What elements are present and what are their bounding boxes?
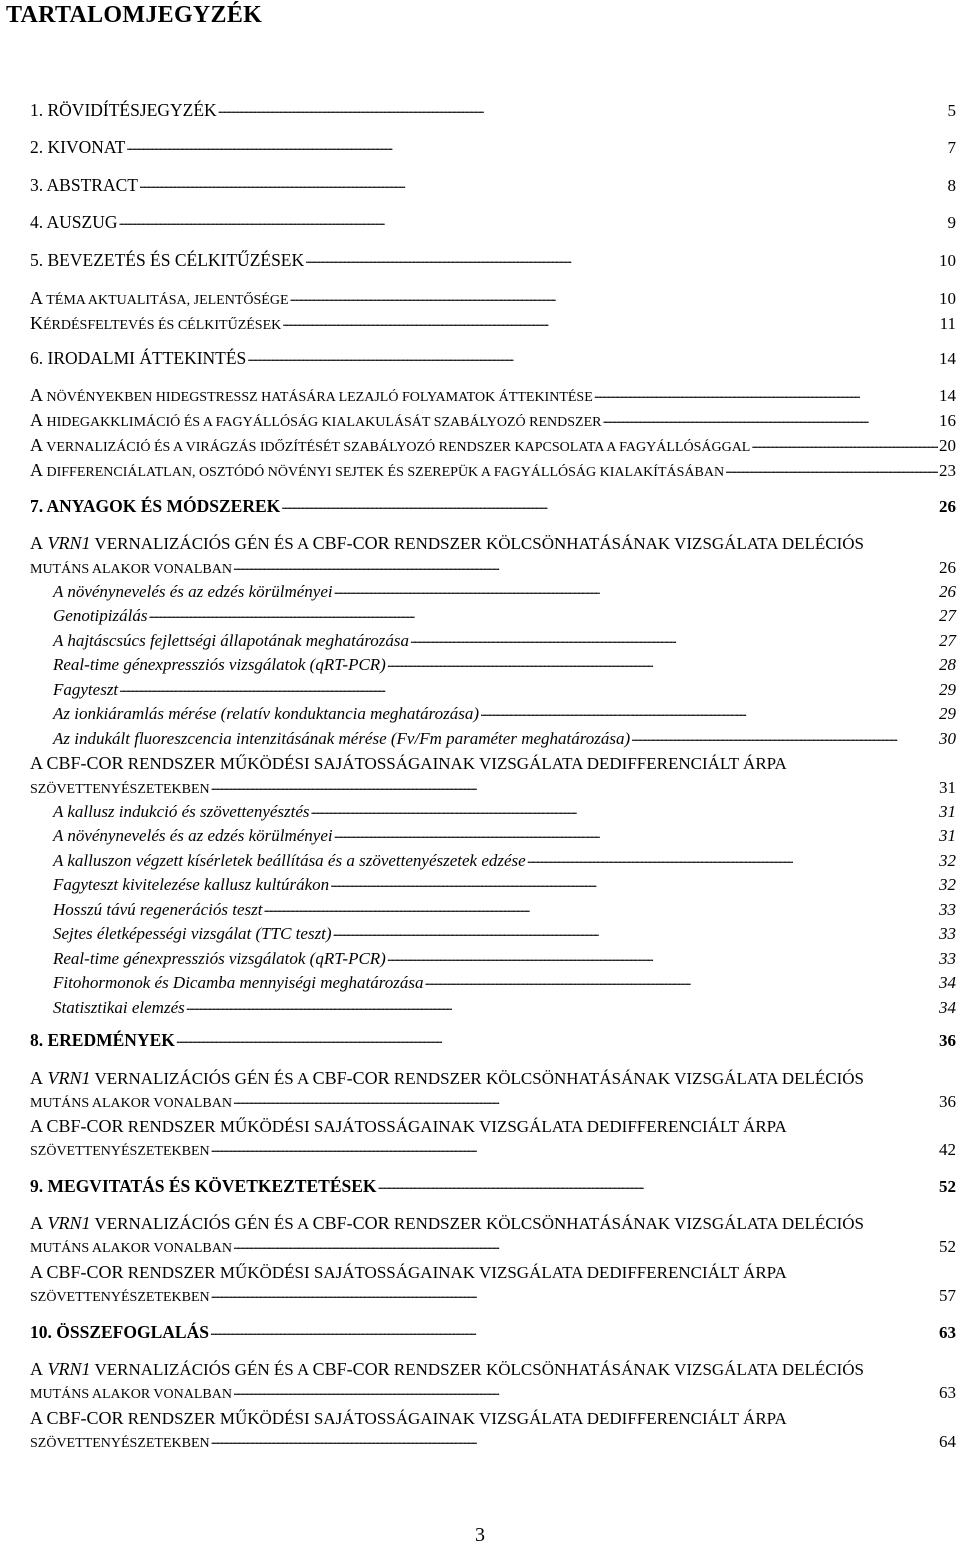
toc-page-number: 26 (939, 558, 956, 577)
toc-page-number: 31 (939, 778, 956, 797)
dot-leader (527, 852, 938, 866)
toc-page-number: 57 (939, 1286, 956, 1305)
entry-text-rest: DIFFERENCIÁLATLAN, OSZTÓDÓ NÖVÉNYI SEJTEK ÉS SZEREPÜK A FAGYÁLLÓSÁG KIALAKÍTÁSÁBAN (43, 465, 725, 480)
dot-leader (211, 779, 938, 793)
toc-entry-title: A hajtáscsúcs fejlettségi állapotának meghatározása (53, 631, 410, 650)
entry-text-mid: VERNALIZÁCIÓS GÉN ÉS A (90, 534, 313, 553)
toc-page-number: 31 (939, 802, 956, 821)
toc-entry-title: Statisztikai elemzés (53, 998, 185, 1017)
toc-entry[interactable] (30, 410, 956, 433)
dot-leader (725, 462, 938, 476)
toc-entry-heading-line (30, 1116, 787, 1137)
toc-page-number: 16 (939, 411, 956, 430)
toc-entry[interactable] (30, 1140, 956, 1162)
toc-entry-title: MUTÁNS ALAKOR VONALBAN (30, 1241, 232, 1256)
toc-entry-title: A növénynevelés és az edzés körülményei (53, 826, 333, 845)
toc-entry[interactable] (53, 606, 956, 626)
toc-entry[interactable] (53, 631, 956, 651)
toc-entry[interactable] (30, 1092, 956, 1114)
dot-leader (282, 315, 938, 329)
dot-leader (751, 437, 938, 451)
toc-entry-title: Real-time génexpressziós vizsgálatok (qRT-PCR) (53, 949, 386, 968)
toc-entry-title: Fagyteszt kivitelezése kallusz kultúrákon (53, 875, 330, 894)
toc-entry-title: MUTÁNS ALAKOR VONALBAN (30, 1096, 232, 1111)
toc-page-number: 26 (939, 582, 956, 601)
system-name: CBF-COR (46, 1116, 124, 1136)
dot-leader (211, 1287, 938, 1301)
entry-text-rest: TÉMA AKTUALITÁSA, JELENTŐSÉGE (43, 293, 289, 308)
toc-page-number: 34 (939, 973, 956, 992)
toc-page-number: 63 (939, 1323, 956, 1342)
entry-initial: K (30, 313, 43, 333)
entry-initial: A (30, 410, 43, 430)
toc-page-number: 36 (939, 1092, 956, 1111)
toc-page-number: 52 (939, 1177, 956, 1196)
toc-entry-title: A kallusz indukció és szövettenyésztés (53, 802, 310, 821)
toc-entry-title: 4. AUSZUG (30, 212, 118, 232)
toc-page-number: 10 (939, 289, 956, 308)
toc-page-number: 20 (939, 436, 956, 455)
toc-entry[interactable] (53, 680, 956, 700)
toc-page-number: 26 (939, 497, 956, 516)
gene-name-text: VRN1 (47, 533, 91, 553)
toc-entry-heading-line (30, 753, 787, 774)
toc-entry[interactable] (30, 348, 956, 369)
dot-leader (305, 252, 938, 266)
toc-page-number: 14 (939, 349, 956, 368)
toc-page-number: 32 (939, 875, 956, 894)
toc-entry-heading-line (30, 1213, 864, 1234)
entry-text-rest: HIDEGAKKLIMÁCIÓ ÉS A FAGYÁLLÓSÁG KIALAKULÁSÁT SZABÁLYOZÓ RENDSZER (43, 415, 602, 430)
entry-initial: A (30, 460, 43, 480)
system-name: CBF-COR (46, 1408, 124, 1428)
toc-page-number: 27 (939, 631, 956, 650)
toc-entry-title: SZÖVETTENYÉSZETEKBEN (30, 1144, 210, 1159)
dot-leader (233, 1384, 938, 1398)
toc-entry[interactable] (53, 729, 956, 749)
toc-entry-title (30, 288, 289, 311)
entry-text-rest: RENDSZER KÖLCSÖNHATÁSÁNAK VIZSGÁLATA DELÉCIÓS (389, 534, 864, 553)
entry-text-mid: VERNALIZÁCIÓS GÉN ÉS A (90, 1214, 313, 1233)
toc-page-number: 63 (939, 1383, 956, 1402)
toc-entry-heading-line (30, 533, 864, 554)
system-name: CBF-COR (312, 1213, 390, 1233)
toc-entry-title: 1. RÖVIDÍTÉSJEGYZÉK (30, 100, 217, 120)
entry-text-rest: RENDSZER MŰKÖDÉSI SAJÁTOSSÁGAINAK VIZSGÁLATA DEDIFFERENCIÁLT ÁRPA (123, 1117, 787, 1136)
toc-entry[interactable] (53, 998, 956, 1018)
toc-entry-title: 3. ABSTRACT (30, 175, 138, 195)
entry-text-rest: NÖVÉNYEKBEN HIDEGSTRESSZ HATÁSÁRA LEZAJLÓ FOLYAMATOK ÁTTEKINTÉSE (43, 390, 593, 405)
toc-page-number: 34 (939, 998, 956, 1017)
entry-initial: A (30, 1262, 47, 1282)
dot-leader (218, 102, 947, 116)
dot-leader (594, 387, 938, 401)
toc-entry[interactable] (30, 496, 956, 517)
toc-page-number: 28 (939, 655, 956, 674)
toc-entry[interactable] (30, 288, 956, 311)
toc-page-number: 8 (947, 176, 956, 195)
dot-leader (311, 803, 938, 817)
toc-entry[interactable] (53, 900, 956, 920)
toc-page-number: 29 (939, 704, 956, 723)
system-name: CBF-COR (312, 533, 390, 553)
system-name: CBF-COR (312, 1359, 390, 1379)
dot-leader (334, 583, 938, 597)
gene-name-text: VRN1 (47, 1359, 91, 1379)
toc-entry-title: Real-time génexpressziós vizsgálatok (qRT-PCR) (53, 655, 386, 674)
toc-entry-title: 2. KIVONAT (30, 137, 126, 157)
toc-page-number: 14 (939, 386, 956, 405)
toc-entry[interactable] (30, 778, 956, 800)
toc-entry[interactable] (30, 1030, 956, 1051)
toc-entry-title: 5. BEVEZETÉS ÉS CÉLKITŰZÉSEK (30, 250, 305, 270)
dot-leader (480, 705, 938, 719)
toc-entry-title: Az indukált fluoreszcencia intenzitásának mérése (Fv/Fm paraméter meghatározása) (53, 729, 631, 748)
toc-page-number: 64 (939, 1432, 956, 1451)
toc-page-number: 52 (939, 1237, 956, 1256)
entry-initial: A (30, 288, 43, 308)
gene-name (43, 1213, 91, 1233)
system-name: CBF-COR (46, 753, 124, 773)
toc-entry[interactable] (30, 1432, 956, 1454)
toc-entry-title (30, 313, 281, 336)
system-name: CBF-COR (46, 1262, 124, 1282)
entry-text-rest: RENDSZER KÖLCSÖNHATÁSÁNAK VIZSGÁLATA DELÉCIÓS (389, 1360, 864, 1379)
toc-page-number: 32 (939, 851, 956, 870)
dot-leader (281, 498, 938, 512)
toc-entry[interactable] (30, 1383, 956, 1405)
toc-entry[interactable] (30, 1286, 956, 1308)
toc-page-number: 23 (939, 461, 956, 480)
toc-page-number: 7 (947, 138, 956, 157)
entry-initial: A (30, 1408, 47, 1428)
system-name: CBF-COR (312, 1068, 390, 1088)
toc-entry[interactable] (30, 1237, 956, 1259)
toc-entry[interactable] (53, 949, 956, 969)
toc-entry[interactable] (30, 250, 956, 271)
toc-entry-title: 7. ANYAGOK ÉS MÓDSZEREK (30, 496, 281, 516)
toc-entry[interactable] (53, 826, 956, 846)
toc-entry[interactable] (30, 385, 956, 408)
toc-entry-title: Hosszú távú regenerációs teszt (53, 900, 263, 919)
toc-entry-title: 9. MEGVITATÁS ÉS KÖVETKEZTETÉSEK (30, 1176, 377, 1196)
dot-leader (233, 559, 938, 573)
toc-entry-title (30, 385, 593, 408)
dot-leader (210, 1324, 938, 1338)
dot-leader (247, 350, 938, 364)
toc-entry[interactable] (53, 802, 956, 822)
toc-page-number: 36 (939, 1031, 956, 1050)
dot-leader (148, 607, 938, 621)
dot-leader (290, 290, 938, 304)
toc-page-number: 30 (939, 729, 956, 748)
toc-entry[interactable] (30, 435, 956, 458)
dot-leader (211, 1141, 938, 1155)
entry-text-rest: VERNALIZÁCIÓ ÉS A VIRÁGZÁS IDŐZÍTÉSÉT SZABÁLYOZÓ RENDSZER KAPCSOLATA A FAGYÁLLÓSÁGGAL (43, 440, 751, 455)
dot-leader (410, 632, 938, 646)
toc-entry-title: Fitohormonok és Dicamba mennyiségi meghatározása (53, 973, 424, 992)
toc-entry[interactable] (30, 212, 956, 233)
toc-entry-title: A növénynevelés és az edzés körülményei (53, 582, 333, 601)
page-number: 3 (475, 1524, 485, 1546)
entry-initial: A (30, 385, 43, 405)
toc-entry[interactable] (53, 704, 956, 724)
dot-leader (330, 876, 938, 890)
toc-entry-title: Az ionkiáramlás mérése (relatív konduktancia meghatározása) (53, 704, 480, 723)
dot-leader (233, 1238, 938, 1252)
toc-entry[interactable] (30, 313, 956, 336)
toc-page-number: 9 (947, 213, 956, 232)
entry-initial: A (30, 1213, 43, 1233)
gene-name-text: VRN1 (47, 1068, 91, 1088)
dot-leader (387, 656, 938, 670)
entry-initial: A (30, 1359, 43, 1379)
toc-entry[interactable] (30, 100, 956, 121)
dot-leader (139, 177, 947, 191)
entry-text-rest: RENDSZER MŰKÖDÉSI SAJÁTOSSÁGAINAK VIZSGÁLATA DEDIFFERENCIÁLT ÁRPA (123, 1263, 787, 1282)
dot-leader (126, 139, 946, 153)
toc-entry-title: Genotipizálás (53, 606, 148, 625)
toc-entry-title: MUTÁNS ALAKOR VONALBAN (30, 562, 232, 577)
dot-leader (387, 950, 938, 964)
entry-text-rest: RENDSZER KÖLCSÖNHATÁSÁNAK VIZSGÁLATA DELÉCIÓS (389, 1069, 864, 1088)
toc-page-number: 33 (939, 949, 956, 968)
entry-initial: A (30, 435, 43, 455)
dot-leader (186, 999, 938, 1013)
toc-page-number: 27 (939, 606, 956, 625)
toc-entry[interactable] (53, 655, 956, 675)
toc-entry-title: Sejtes életképességi vizsgálat (TTC teszt) (53, 924, 332, 943)
toc-entry-title: A kalluszon végzett kísérletek beállítása és a szövettenyészetek edzése (53, 851, 526, 870)
dot-leader (233, 1093, 938, 1107)
toc-page-number: 31 (939, 826, 956, 845)
dot-leader (211, 1433, 938, 1447)
toc-entry[interactable] (53, 924, 956, 944)
dot-leader (176, 1032, 938, 1046)
entry-text-mid: VERNALIZÁCIÓS GÉN ÉS A (90, 1360, 313, 1379)
toc-entry[interactable] (30, 460, 956, 483)
entry-initial: A (30, 533, 43, 553)
dot-leader (602, 412, 938, 426)
toc-entry-heading-line (30, 1262, 787, 1283)
toc-entry-title (30, 460, 724, 483)
entry-initial: A (30, 1116, 47, 1136)
toc-entry[interactable] (30, 175, 956, 196)
dot-leader (378, 1178, 938, 1192)
dot-leader (333, 925, 938, 939)
toc-page-number: 10 (939, 251, 956, 270)
gene-name (43, 1068, 91, 1088)
entry-text-mid: VERNALIZÁCIÓS GÉN ÉS A (90, 1069, 313, 1088)
toc-entry-title: SZÖVETTENYÉSZETEKBEN (30, 1290, 210, 1305)
toc-entry[interactable] (53, 851, 956, 871)
toc-entry-title: Fagyteszt (53, 680, 119, 699)
entry-initial: A (30, 753, 47, 773)
toc-page-number: 11 (939, 314, 956, 333)
entry-text-rest: RENDSZER KÖLCSÖNHATÁSÁNAK VIZSGÁLATA DELÉCIÓS (389, 1214, 864, 1233)
toc-entry[interactable] (30, 558, 956, 580)
page-title: TARTALOMJEGYZÉK (6, 2, 263, 28)
toc-entry-title: 10. ÖSSZEFOGLALÁS (30, 1322, 209, 1342)
toc-entry-title: SZÖVETTENYÉSZETEKBEN (30, 782, 210, 797)
dot-leader (264, 901, 939, 915)
entry-text-rest: ÉRDÉSFELTEVÉS ÉS CÉLKITŰZÉSEK (43, 318, 282, 333)
toc-entry[interactable] (30, 137, 956, 158)
gene-name-text: VRN1 (47, 1213, 91, 1233)
toc-entry-title: MUTÁNS ALAKOR VONALBAN (30, 1387, 232, 1402)
toc-page-number: 5 (947, 101, 956, 120)
dot-leader (119, 681, 938, 695)
toc-page-number: 29 (939, 680, 956, 699)
toc-entry-title (30, 410, 601, 433)
toc-page-number: 33 (939, 900, 956, 919)
gene-name (43, 1359, 91, 1379)
toc-entry[interactable] (53, 973, 956, 993)
gene-name (43, 533, 91, 553)
dot-leader (631, 730, 938, 744)
toc-entry[interactable] (53, 582, 956, 602)
toc-entry-title (30, 435, 750, 458)
toc-page-number: 42 (939, 1140, 956, 1159)
toc-entry-heading-line (30, 1359, 864, 1380)
toc-page-number: 33 (939, 924, 956, 943)
dot-leader (425, 974, 939, 988)
entry-text-rest: RENDSZER MŰKÖDÉSI SAJÁTOSSÁGAINAK VIZSGÁLATA DEDIFFERENCIÁLT ÁRPA (123, 1409, 787, 1428)
entry-initial: A (30, 1068, 43, 1088)
entry-text-rest: RENDSZER MŰKÖDÉSI SAJÁTOSSÁGAINAK VIZSGÁLATA DEDIFFERENCIÁLT ÁRPA (123, 754, 787, 773)
toc-entry-title: 6. IRODALMI ÁTTEKINTÉS (30, 348, 247, 368)
toc-entry[interactable] (30, 1322, 956, 1343)
toc-entry[interactable] (30, 1176, 956, 1197)
dot-leader (334, 827, 938, 841)
toc-entry-heading-line (30, 1068, 864, 1089)
toc-entry-title: SZÖVETTENYÉSZETEKBEN (30, 1436, 210, 1451)
toc-entry-heading-line (30, 1408, 787, 1429)
toc-entry[interactable] (53, 875, 956, 895)
toc-entry-title: 8. EREDMÉNYEK (30, 1030, 175, 1050)
dot-leader (119, 214, 947, 228)
